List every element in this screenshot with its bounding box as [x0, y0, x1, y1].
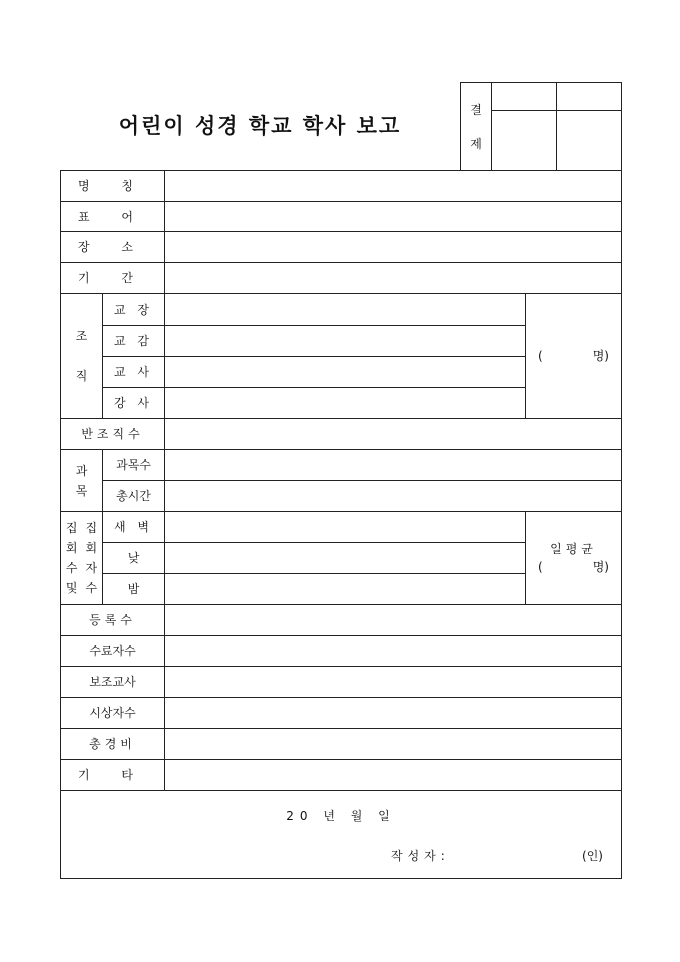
approval-sign-2[interactable] — [557, 111, 622, 171]
field-assistants[interactable] — [165, 667, 622, 698]
approval-header-2 — [557, 83, 622, 111]
approval-label — [461, 83, 492, 171]
subject-label-bottom: 목 — [75, 483, 88, 498]
label-graduates: 수료자수 — [61, 636, 165, 667]
label-awardees: 시상자수 — [61, 698, 165, 729]
meeting-col1-3: 및 — [65, 581, 78, 595]
field-day[interactable] — [165, 543, 526, 574]
footer-writer-label: 작성자: — [391, 849, 450, 863]
label-meetings — [61, 512, 103, 605]
field-other[interactable] — [165, 760, 622, 791]
meeting-col2-2: 자 — [85, 561, 98, 575]
report-form — [60, 170, 622, 879]
label-total-cost: 총경비 — [61, 729, 165, 760]
field-period[interactable] — [165, 263, 622, 294]
field-night[interactable] — [165, 574, 526, 605]
label-enrolled: 등록수 — [61, 605, 165, 636]
daily-avg-open: ( — [538, 560, 543, 574]
footer-date: 20 년 월 일 — [286, 809, 396, 823]
label-name: 명 칭 — [61, 171, 165, 202]
meeting-col1-0: 집 — [65, 521, 78, 535]
field-total-hours[interactable] — [165, 481, 622, 512]
field-enrolled[interactable] — [165, 605, 622, 636]
label-motto: 표 어 — [61, 202, 165, 232]
document-title: 어린이 성경 학교 학사 보고 — [118, 113, 402, 138]
meeting-col1-2: 수 — [65, 561, 78, 575]
org-count-open: ( — [538, 349, 543, 363]
field-graduates[interactable] — [165, 636, 622, 667]
meeting-col1-1: 회 — [65, 541, 78, 555]
field-vice-principal[interactable] — [165, 326, 526, 357]
approval-sign-1[interactable] — [492, 111, 557, 171]
org-label-top: 조 — [75, 329, 88, 343]
field-motto[interactable] — [165, 202, 622, 232]
field-subject-count[interactable] — [165, 450, 622, 481]
label-day: 낮 — [103, 543, 165, 574]
field-place[interactable] — [165, 232, 622, 263]
label-class-org: 반조직수 — [61, 419, 165, 450]
daily-avg-close: 명) — [592, 560, 609, 574]
field-dawn[interactable] — [165, 512, 526, 543]
approval-header-1 — [492, 83, 557, 111]
label-subjects — [61, 450, 103, 512]
field-name[interactable] — [165, 171, 622, 202]
field-teacher[interactable] — [165, 357, 526, 388]
label-other: 기 타 — [61, 760, 165, 791]
field-class-org[interactable] — [165, 419, 622, 450]
meeting-col2-3: 수 — [85, 581, 98, 595]
label-assistants: 보조교사 — [61, 667, 165, 698]
approval-label-bottom: 제 — [470, 136, 482, 151]
field-total-cost[interactable] — [165, 729, 622, 760]
footer-seal: (인) — [582, 849, 603, 863]
footer-cell — [61, 791, 622, 879]
label-place: 장 소 — [61, 232, 165, 263]
org-label-bottom: 직 — [75, 369, 88, 383]
field-awardees[interactable] — [165, 698, 622, 729]
field-lecturer[interactable] — [165, 388, 526, 419]
daily-avg-cell — [526, 512, 622, 605]
meeting-col2-1: 회 — [85, 541, 98, 555]
org-count-close: 명) — [592, 349, 609, 363]
label-period: 기 간 — [61, 263, 165, 294]
label-night: 밤 — [103, 574, 165, 605]
label-organization — [61, 294, 103, 419]
approval-box — [460, 82, 622, 171]
label-lecturer: 강 사 — [103, 388, 165, 419]
label-vice-principal: 교 감 — [103, 326, 165, 357]
label-total-hours: 총시간 — [103, 481, 165, 512]
subject-label-top: 과 — [75, 463, 88, 478]
field-principal[interactable] — [165, 294, 526, 326]
label-dawn: 새 벽 — [103, 512, 165, 543]
label-principal: 교 장 — [103, 294, 165, 326]
approval-label-top: 결 — [470, 102, 482, 117]
meeting-col2-0: 집 — [85, 521, 98, 535]
label-teacher: 교 사 — [103, 357, 165, 388]
org-count-cell — [526, 294, 622, 419]
label-subject-count: 과목수 — [103, 450, 165, 481]
daily-avg-label: 일평균 — [550, 542, 597, 556]
